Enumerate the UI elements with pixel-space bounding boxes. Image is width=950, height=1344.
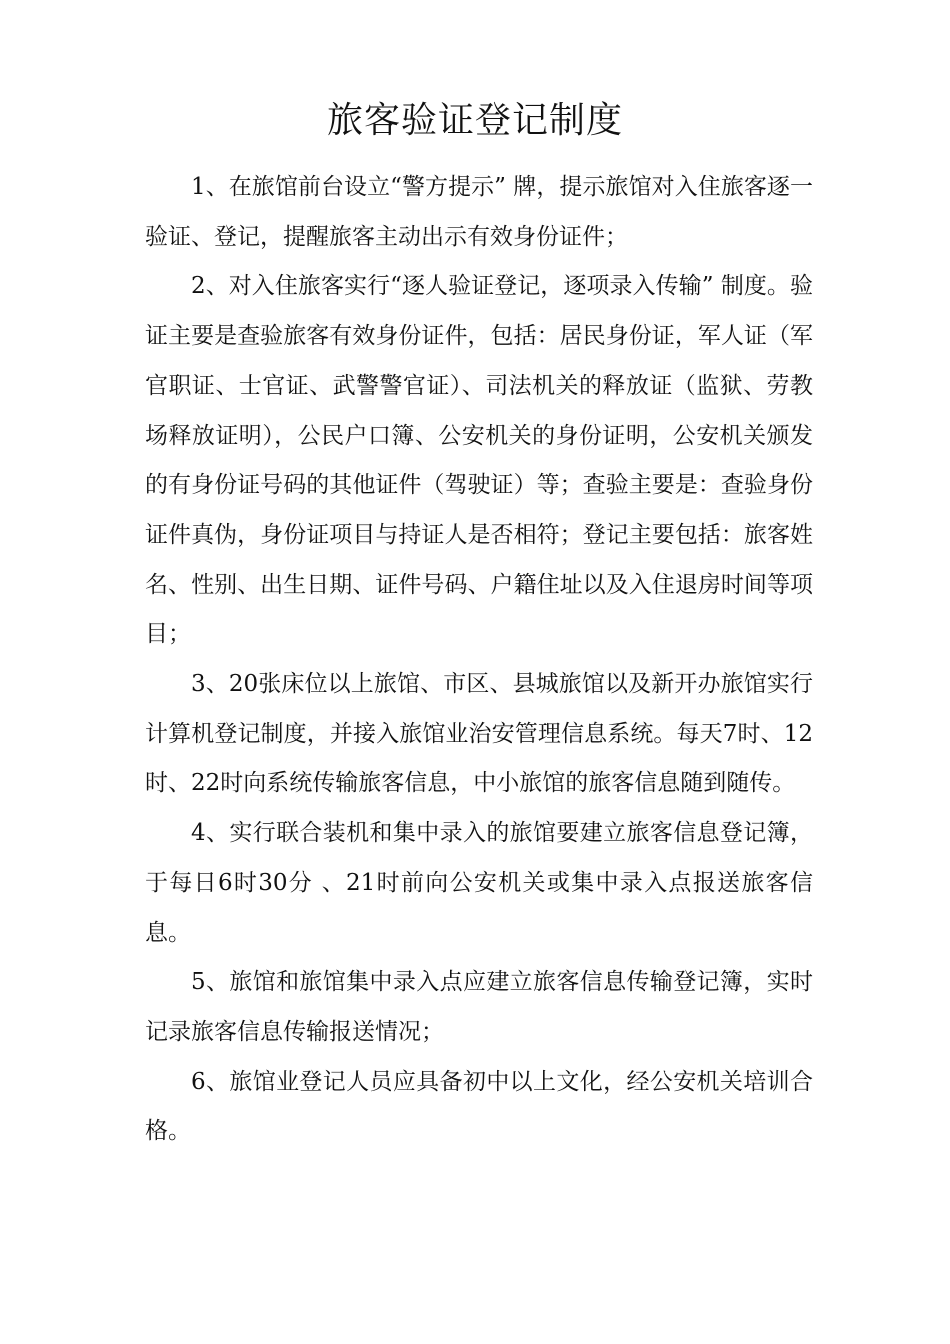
document-body: [145, 163, 813, 1157]
paragraph-3: 3、20张床位以上旅馆、市区、县城旅馆以及新开办旅馆实行计算机登记制度，并接入旅馆业治安管理信息系统。每天7时、12时、22时向系统传输旅客信息，中小旅馆的旅客信息随到随传。: [145, 671, 813, 797]
paragraph-1: 1、在旅馆前台设立“警方提示” 牌，提示旅馆对入住旅客逐一验证、登记，提醒旅客主动出示有效身份证件；: [145, 174, 813, 250]
paragraph-2: 2、对入住旅客实行“逐人验证登记，逐项录入传输” 制度。验证主要是查验旅客有效身份证件，包括：居民身份证，军人证（军官职证、士官证、武警警官证）、司法机关的释放证（监狱、劳教场释放证明），公民户口簿、公安机关的身份证明，公安机关颁发的有身份证号码的其他证件（驾驶证）等；查验主要是：查验身份证件真伪，身份证项目与持证人是否相符；登记主要包括：旅客姓名、性别、出生日期、证件号码、户籍住址以及入住退房时间等项目；: [145, 273, 813, 648]
paragraph-5: 5、旅馆和旅馆集中录入点应建立旅客信息传输登记簿，实时记录旅客信息传输报送情况；: [145, 969, 813, 1045]
paragraph-6: 6、旅馆业登记人员应具备初中以上文化，经公安机关培训合格。: [145, 1068, 813, 1145]
paragraph-4: 4、实行联合装机和集中录入的旅馆要建立旅客信息登记簿，于每日6时30分 、21时前向公安机关或集中录入点报送旅客信息。: [145, 820, 813, 946]
document-title: 旅客验证登记制度: [326, 100, 623, 141]
